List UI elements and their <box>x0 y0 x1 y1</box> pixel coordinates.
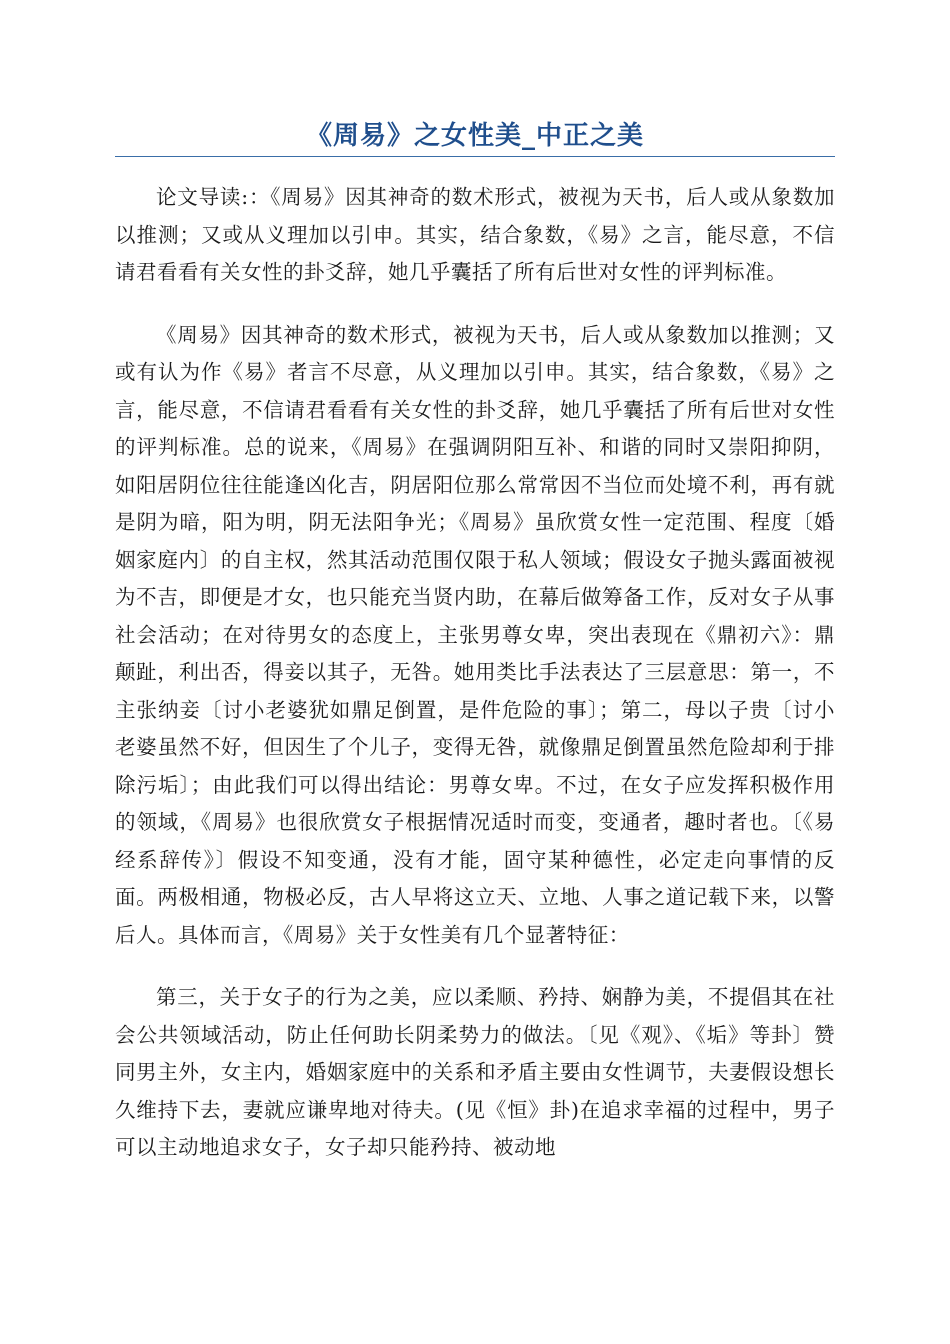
title-underline <box>115 156 835 157</box>
body-paragraph: 第三，关于女子的行为之美，应以柔顺、矜持、娴静为美，不提倡其在社会公共领域活动，防止任何助长阴柔势力的做法。〔见《观》、《垢》等卦〕赞同男主外，女主内，婚姻家庭中的关系和矛盾主要由女性调节，夫妻假设想长久维持下去，妻就应谦卑地对待夫。(见《恒》卦)在追求幸福的过程中，男子可以主动地追求女子，女子却只能矜持、被动地 <box>115 985 835 1159</box>
document-page <box>115 0 835 1167</box>
body-paragraph: 《周易》因其神奇的数术形式，被视为天书，后人或从象数加以推测；又或有认为作《易》者言不尽意，从义理加以引申。其实，结合象数，《易》之言，能尽意，不信请君看看有关女性的卦爻辞，她几乎囊括了所有后世对女性的评判标准。总的说来，《周易》在强调阴阳互补、和谐的同时又崇阳抑阴，如阳居阴位往往能逢凶化吉，阴居阳位那么常常因不当位而处境不利，再有就是阴为暗，阳为明，阴无法阳争光；《周易》虽欣赏女性一定范围、程度〔婚姻家庭内〕的自主权，然其活动范围仅限于私人领域；假设女子抛头露面被视为不吉，即便是才女，也只能充当贤内助，在幕后做筹备工作，反对女子从事社会活动；在对待男女的态度上，主张男尊女卑，突出表现在《鼎初六》：鼎颠趾，利出否，得妾以其子，无咎。她用类比手法表达了三层意思：第一，不主张纳妾〔讨小老婆犹如鼎足倒置，是件危险的事〕；第二，母以子贵〔讨小老婆虽然不好，但因生了个儿子，变得无咎，就像鼎足倒置虽然危险却利于排除污垢〕；由此我们可以得出结论：男尊女卑。不过，在女子应发挥积极作用的领域，《周易》也很欣赏女子根据情况适时而变，变通者，趣时者也。〔《易经系辞传》〕假设不知变通，没有才能，固守某种德性，必定走向事情的反面。两极相通，物极必反，古人早将这立天、立地、人事之道记载下来，以警后人。具体而言，《周易》关于女性美有几个显著特征： <box>115 322 835 947</box>
document-title: 《周易》之女性美_中正之美 <box>305 121 644 151</box>
abstract-paragraph: 论文导读:：《周易》因其神奇的数术形式，被视为天书，后人或从象数加以推测；又或从义理加以引申。其实，结合象数，《易》之言，能尽意，不信请君看看有关女性的卦爻辞，她几乎囊括了所有后世对女性的评判标准。 <box>115 185 835 284</box>
